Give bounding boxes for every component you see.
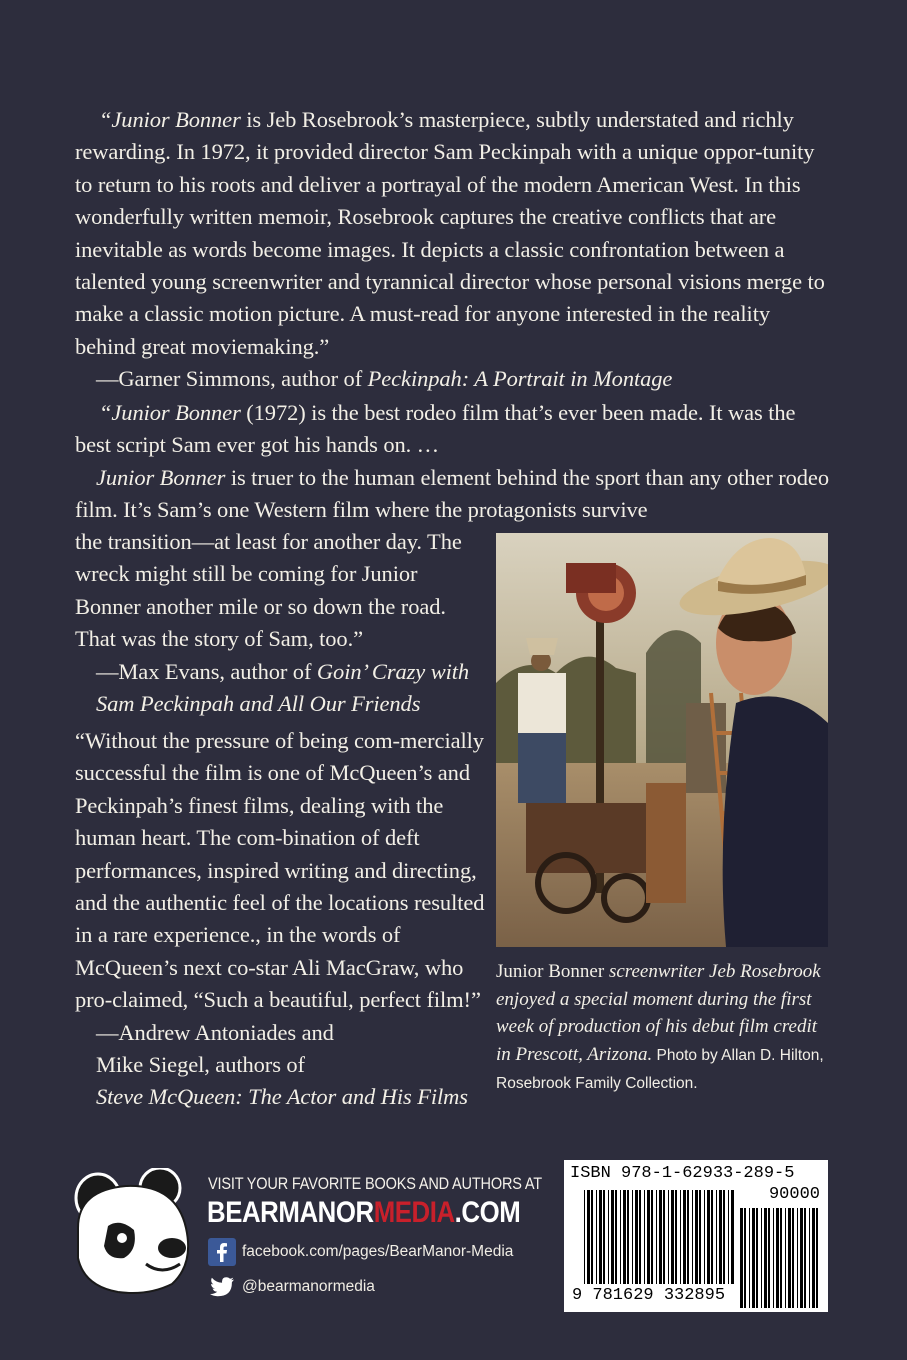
barcode-bar (596, 1190, 597, 1284)
attribution-book: Goin’ Crazy with Sam Peckinpah and All Our Friends (96, 658, 470, 717)
visit-text: VISIT YOUR FAVORITE BOOKS AND AUTHORS AT (208, 1175, 543, 1193)
barcode-bar (792, 1208, 794, 1308)
barcode-bar (785, 1208, 786, 1308)
isbn-number: ISBN 978-1-62933-289-5 (570, 1164, 795, 1183)
barcode-bar (603, 1190, 605, 1284)
film-title: “Junior Bonner (99, 400, 241, 425)
quote-3-attribution-book (75, 1081, 485, 1113)
barcode-bar (800, 1208, 803, 1308)
barcode-bar (740, 1208, 743, 1308)
barcode-bar (623, 1190, 626, 1284)
photo-credit: Photo by Allan D. Hilton, Rosebrook Family Collection. (496, 1046, 824, 1092)
barcode-bar (611, 1190, 614, 1284)
barcode-bar (627, 1190, 629, 1284)
attribution-book: Steve McQueen: The Actor and His Films (96, 1084, 468, 1110)
barcode-bar (809, 1208, 810, 1308)
barcode-bar (804, 1208, 806, 1308)
quote-1-text (75, 104, 835, 363)
attribution-book: Peckinpah: A Portrait in Montage (367, 366, 673, 392)
barcode-bar (692, 1190, 693, 1284)
barcode-bar (591, 1190, 593, 1284)
barcode-bar (635, 1190, 638, 1284)
site-part-3: .COM (454, 1196, 521, 1229)
isbn-barcode (564, 1160, 828, 1312)
quote-2-attribution (75, 656, 485, 721)
quote-2-body-2: is truer to the human element behind the sport than any other rodeo film. It’s Sam’s one Western film where the protagonists survive (75, 464, 829, 523)
ean-number: 9 781629 332895 (572, 1286, 726, 1305)
barcode-bar (768, 1208, 770, 1308)
barcode-bar (728, 1190, 729, 1284)
barcode-bar (644, 1190, 645, 1284)
barcode-bar (752, 1208, 755, 1308)
quote-3-body: “Without the pressure of being com-mercially successful the film is one of McQueen’s and Peckinpah’s finest films, dealing with the human heart. The com-bination of deft performances, inspired writing and directing, and the authentic feel of the locations resulted in a rare experience., in the words of McQueen’s next co-star Ali MacGraw, who pro-claimed, “Such a beautiful, perfect film!” (75, 728, 485, 1013)
barcode-bar (780, 1208, 782, 1308)
quote-max-evans-top (75, 397, 835, 527)
facebook-icon (208, 1238, 236, 1266)
caption-film-title: Junior Bonner (496, 961, 605, 982)
barcode-bar (776, 1208, 779, 1308)
quote-antoniades-siegel (75, 725, 485, 1114)
barcode-bar (659, 1190, 662, 1284)
barcode-bar (716, 1190, 717, 1284)
quote-3-attribution-line-2: Mike Siegel, authors of (96, 1052, 305, 1078)
barcode-bar (749, 1208, 750, 1308)
barcode-bar (761, 1208, 762, 1308)
barcode-bar (683, 1190, 686, 1284)
bear-logo-icon (68, 1168, 198, 1296)
barcode-bar (675, 1190, 677, 1284)
barcode-bar (647, 1190, 650, 1284)
barcode-bar (587, 1190, 590, 1284)
quote-1-attribution (75, 363, 835, 395)
barcode-bar (816, 1208, 818, 1308)
barcode-bar (704, 1190, 705, 1284)
twitter-icon (208, 1273, 236, 1301)
facebook-link[interactable] (208, 1238, 513, 1266)
twitter-handle: @bearmanormedia (242, 1278, 375, 1295)
film-title: Junior Bonner (96, 464, 226, 490)
quote-2-para-2 (75, 462, 835, 527)
film-title: “Junior Bonner (99, 107, 241, 132)
barcode-bar (632, 1190, 633, 1284)
barcode-bar (707, 1190, 710, 1284)
site-part-2: MEDIA (373, 1196, 455, 1229)
twitter-link[interactable] (208, 1273, 375, 1301)
price-code: 90000 (768, 1185, 820, 1204)
facebook-url: facebook.com/pages/BearManor-Media (242, 1243, 514, 1260)
barcode-bar (788, 1208, 791, 1308)
barcode-bar (756, 1208, 758, 1308)
barcode-bar (671, 1190, 674, 1284)
barcode-bar (699, 1190, 701, 1284)
barcode-bar (797, 1208, 798, 1308)
barcode-bar (812, 1208, 815, 1308)
barcode-bar (639, 1190, 641, 1284)
barcode-bar (723, 1190, 725, 1284)
film-set-photo (496, 533, 828, 947)
caption-body: screenwriter Jeb Rosebrook enjoyed a special moment during the first week of production of his debut film credit in Prescott, Arizona. (496, 961, 821, 1065)
barcode-bar (615, 1190, 617, 1284)
photo-caption (496, 958, 836, 1098)
barcode-bar (731, 1190, 734, 1284)
barcode-bar (680, 1190, 681, 1284)
quote-3-attribution-line-1: —Andrew Antoniades and (96, 1019, 334, 1045)
quote-2-body-1: (1972) is the best rodeo film that’s ever been made. It was the best script Sam ever got his hands on. … (75, 400, 796, 458)
barcode-bar (711, 1190, 713, 1284)
barcode-bar (695, 1190, 698, 1284)
barcode-bar (687, 1190, 689, 1284)
film-set-illustration (496, 533, 828, 947)
publisher-website-link[interactable] (207, 1196, 520, 1230)
barcode-bar (620, 1190, 621, 1284)
barcode-bar (599, 1190, 602, 1284)
barcode-bar (719, 1190, 722, 1284)
quote-1-body: is Jeb Rosebrook’s masterpiece, subtly understated and richly rewarding. In 1972, it provided director Sam Peckinpah with a unique oppor-tunity to return to his roots and deliver a portrayal of the modern American West. In this wonderfully written memoir, Rosebrook captures the creative conflicts that are inevitable as words become images. It depicts a classic confrontation between a talented young screenwriter and tyrannical director whose personal visions merge to make a classic motion picture. A must-read for anyone interested in the reality behind great moviemaking.” (75, 107, 825, 359)
attribution-author: —Max Evans, author of (96, 658, 317, 684)
barcode-bar (744, 1208, 746, 1308)
quote-2-para-1 (75, 397, 835, 462)
barcode-bar (668, 1190, 669, 1284)
barcode-bar (651, 1190, 653, 1284)
barcode-bar (584, 1190, 585, 1284)
quote-max-evans-continued (75, 526, 485, 720)
barcode-bar (663, 1190, 665, 1284)
quote-garner-simmons (75, 104, 835, 396)
quote-2-body-3: the transition—at least for another day. The wreck might still be coming for Junior Bonner another mile or so down the road. That was the story of Sam, too.” (75, 529, 462, 652)
barcode-bar (608, 1190, 609, 1284)
barcode-bar (764, 1208, 767, 1308)
barcode-bar (773, 1208, 774, 1308)
site-part-1: BEARMANOR (207, 1196, 374, 1229)
barcode-bar (656, 1190, 657, 1284)
attribution-author: —Garner Simmons, author of (96, 366, 368, 392)
